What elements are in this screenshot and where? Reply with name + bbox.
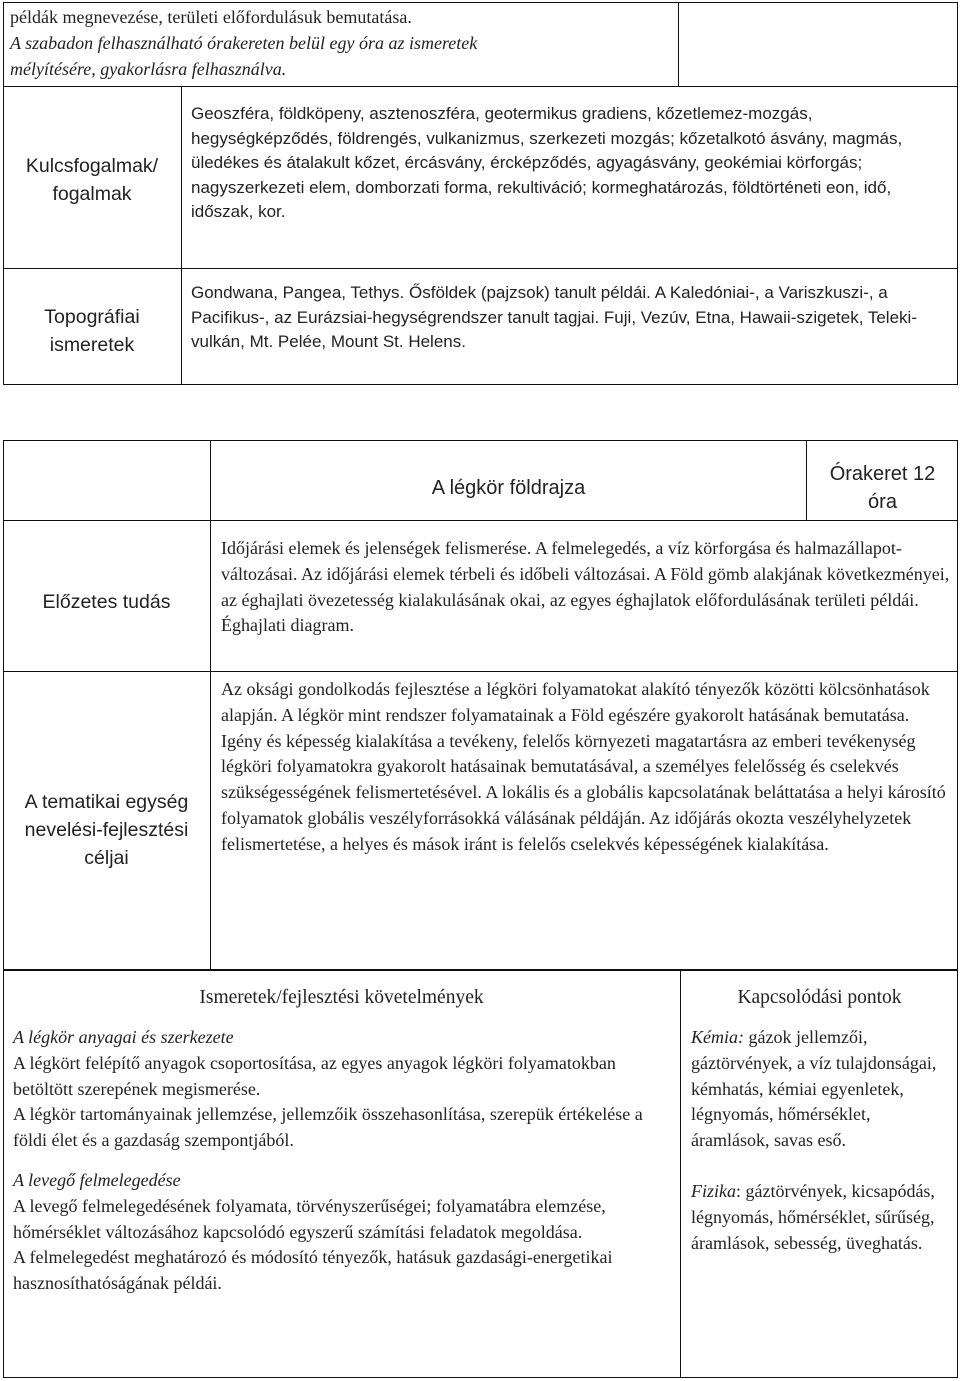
divider <box>3 268 958 269</box>
section-block <box>13 1025 675 1154</box>
intro-line-2: A szabadon felhasználható órakereten belül egy óra az ismeretek <box>10 32 478 53</box>
topography-text: Gondwana, Pangea, Tethys. Ősföldek (pajzsok) tanult példái. A Kaledóniai-, a Variszkuszi-, a Pacifikus-, az Eurázsiai-hegységrendszer tanult tagjai. Fuji, Vezúv, Etna, Hawaii-szigetek, Teleki-vulkán, Mt. Pelée, Mount St. Helens. <box>191 283 917 351</box>
divider <box>3 520 958 521</box>
key-concepts-label: Kulcsfogalmak/ fogalmak <box>25 155 159 205</box>
section-paragraph: A felmelegedést meghatározó és módosító tényezők, hatásuk gazdasági-energetikai hasznosíthatóságának példái. <box>13 1247 613 1294</box>
link-text: : gáztörvények, kicsapódás, légnyomás, hőmérséklet, sűrűség, áramlások, sebesség, üveghatás. <box>691 1180 935 1253</box>
link-block-chemistry <box>691 1025 953 1154</box>
intro-line-3: mélyítésére, gyakorlásra felhasználva. <box>10 58 287 79</box>
links-header: Kapcsolódási pontok <box>737 987 902 1008</box>
section-paragraph: A légkört felépítő anyagok csoportosítása, az egyes anyagok légköri folyamatokban betöltött szerepének megismerése. <box>13 1052 616 1099</box>
section-title: A levegő felmelegedése <box>13 1169 181 1190</box>
hours-label: Órakeret 12 óra <box>829 463 936 513</box>
requirements-column <box>13 1025 675 1297</box>
goals-text: Az oksági gondolkodás fejlesztése a légköri folyamatokat alakító tényezők közötti kölcsönhatások alapján. A légkör mint rendszer folyamatainak a Föld egészére gyakorolt hatásának bemutatása. Igény és képesség kialakítása a tevékeny, felelős környezeti magatartásra az emberi tevékenység légköri folyamatokra gyakorolt hatásainak bemutatásával, a személyes felelősség és cselekvés szükségességének felismertetésével. A lokális és a globális kapcsolatának beláttatása a helyi károsító folyamatok globális veszélyforrásokká válásának példáján. Az időjárás okozta veszélyhelyzetek felismertetése, a helyes és mások iránt is felelős cselekvés képességének kialakítása. <box>221 679 946 854</box>
divider <box>181 86 182 385</box>
link-subject: Kémia: <box>691 1027 744 1047</box>
links-column <box>691 1025 953 1256</box>
requirements-header: Ismeretek/fejlesztési követelmények <box>199 987 484 1008</box>
goals-label: A tematikai egység nevelési-fejlesztési céljai <box>24 791 189 869</box>
divider <box>3 671 958 672</box>
topography-label: Topográfiai ismeretek <box>44 306 140 356</box>
link-text: gázok jellemzői, gáztörvények, a víz tulajdonságai, kémhatás, kémiai egyenletek, légnyomás, hőmérséklet, áramlások, savas eső. <box>691 1027 937 1151</box>
intro-text <box>10 5 678 82</box>
section-paragraph: A levegő felmelegedésének folyamata, törvényszerűségei; folyamatábra elemzése, hőmérséklet változásához kapcsolódó egyszerű számítási feladatok megoldása. <box>13 1195 606 1242</box>
link-block-physics <box>691 1179 953 1256</box>
key-concepts-text: Geoszféra, földköpeny, asztenoszféra, geotermikus gradiens, kőzetlemez-mozgás, hegységképződés, földrengés, vulkanizmus, szerkezeti mozgás; kőzetalkotó ásvány, magmás, üledékes és átalakult kőzet, ércásvány, ércképződés, agyagásvány, geokémiai körforgás; nagyszerkezeti elem, domborzati forma, rekultiváció; kormeghatározás, földtörténeti eon, idő, időszak, kor. <box>191 104 903 221</box>
intro-line-1: példák megnevezése, területi előfordulásuk bemutatása. <box>10 7 412 27</box>
prior-knowledge-label: Előzetes tudás <box>42 591 171 613</box>
section-block <box>13 1168 675 1297</box>
section-title: A légkör anyagai és szerkezete <box>13 1027 234 1047</box>
unit-title: A légkör földrajza <box>431 477 586 499</box>
link-subject: Fizika <box>691 1180 736 1201</box>
divider <box>3 86 958 87</box>
prior-knowledge-text: Időjárási elemek és jelenségek felismerése. A felmelegedés, a víz körforgása és halmazállapot-változásai. Az időjárási elemek térbeli és időbeli változásai. A Föld gömb alakjának következményei, az éghajlati övezetesség kialakulásának okai, az egyes éghajlatok előfordulásának területi példái. Éghajlati diagram. <box>221 538 950 636</box>
divider <box>680 970 681 1378</box>
section-paragraph: A légkör tartományainak jellemzése, jellemzőik összehasonlítása, szerepük értékelése a földi élet és a gazdaság szempontjából. <box>13 1104 643 1151</box>
divider <box>678 2 679 86</box>
